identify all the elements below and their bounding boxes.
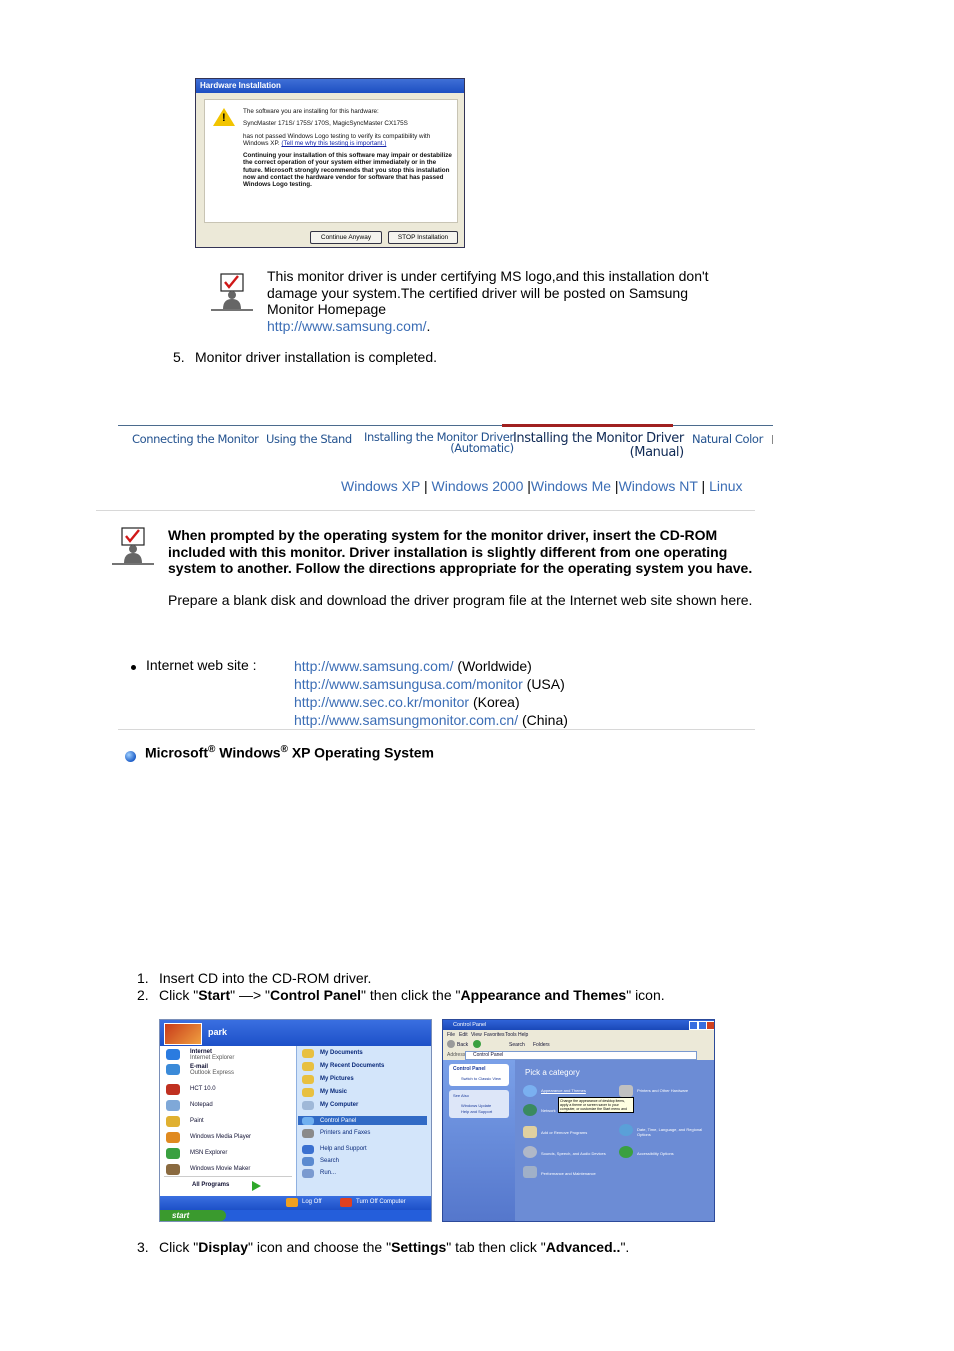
step-text bbox=[159, 987, 665, 1003]
website-item bbox=[294, 657, 568, 675]
keyword-appearance-themes: Appearance and Themes bbox=[460, 987, 627, 1003]
start-item-my-documents[interactable]: My Documents bbox=[320, 1050, 363, 1056]
os-links bbox=[341, 478, 743, 494]
power-icon bbox=[340, 1198, 352, 1207]
start-item-sub: Outlook Express bbox=[190, 1070, 235, 1076]
performance-icon[interactable] bbox=[523, 1166, 537, 1178]
website-region: (Worldwide) bbox=[453, 658, 532, 674]
step-5 bbox=[173, 349, 437, 365]
forward-icon[interactable] bbox=[473, 1040, 481, 1048]
close-icon[interactable] bbox=[706, 1021, 715, 1030]
dialog-warning-text: Continuing your installation of this software may impair or destabilize the correct operation of your system either immediately or in the future. Microsoft strongly recommends that you stop this installation now and contact the hardware vendor for software that has passed Windows Logo testing. bbox=[243, 152, 452, 189]
printers-hardware-icon[interactable] bbox=[619, 1085, 633, 1097]
start-item-internet[interactable]: Internet bbox=[190, 1049, 213, 1055]
start-item-my-computer[interactable]: My Computer bbox=[320, 1102, 359, 1108]
website-url[interactable]: http://www.samsung.com/ bbox=[294, 658, 454, 674]
control-panel-screenshot bbox=[442, 1019, 715, 1222]
printers-icon bbox=[302, 1129, 314, 1138]
start-item-all-programs[interactable]: All Programs bbox=[192, 1182, 230, 1188]
link-windows-xp[interactable]: Windows XP bbox=[341, 478, 421, 494]
tab-divider bbox=[772, 435, 773, 444]
user-name: park bbox=[208, 1027, 228, 1037]
start-item-media-player[interactable]: Windows Media Player bbox=[190, 1134, 252, 1140]
add-remove-programs-icon[interactable] bbox=[523, 1126, 537, 1138]
arrow-right-icon bbox=[252, 1181, 261, 1191]
text-part: " icon. bbox=[626, 987, 665, 1003]
tab-using-stand[interactable]: Using the Stand bbox=[266, 432, 352, 446]
link-windows-me[interactable]: Windows Me bbox=[530, 478, 612, 494]
hct-icon bbox=[166, 1084, 180, 1095]
my-pictures-icon bbox=[302, 1075, 314, 1084]
keyword-display: Display bbox=[198, 1239, 249, 1255]
start-item-my-pictures[interactable]: My Pictures bbox=[320, 1076, 354, 1082]
intro-bold: When prompted by the operating system for the monitor driver, insert the CD-ROM included with this monitor. Driver installation is slightly different from one operating system to another. Follow the directions appropriate for the operating system you have. bbox=[168, 527, 753, 577]
run-icon bbox=[302, 1169, 314, 1178]
website-item bbox=[294, 675, 568, 693]
search-icon bbox=[302, 1157, 314, 1166]
category-performance[interactable]: Performance and Maintenance bbox=[541, 1171, 596, 1176]
cp-title: Control Panel bbox=[453, 1022, 487, 1028]
cp-side-title: Control Panel bbox=[453, 1066, 486, 1072]
dialog-line1: The software you are installing for this hardware: bbox=[243, 108, 379, 115]
category-appearance-themes[interactable]: Appearance and Themes bbox=[541, 1088, 586, 1093]
category-sounds[interactable]: Sounds, Speech, and Audio Devices bbox=[541, 1151, 606, 1156]
category-network[interactable]: Network bbox=[541, 1108, 556, 1113]
menu-favorites[interactable]: Favorites bbox=[484, 1032, 505, 1038]
tab-driver-automatic[interactable] bbox=[364, 432, 514, 454]
start-item-sub: Internet Explorer bbox=[190, 1055, 235, 1061]
website-region: (Korea) bbox=[469, 694, 520, 710]
step-number: 5. bbox=[173, 349, 185, 365]
step-number: 2. bbox=[137, 987, 149, 1003]
text-part: " tab then click " bbox=[446, 1239, 546, 1255]
certification-note bbox=[267, 268, 737, 334]
website-list bbox=[294, 657, 568, 729]
website-region: (USA) bbox=[522, 676, 565, 692]
turnoff-button[interactable]: Turn Off Computer bbox=[356, 1199, 406, 1205]
media-player-icon bbox=[166, 1132, 180, 1143]
my-computer-icon bbox=[302, 1101, 314, 1110]
registered-mark: ® bbox=[280, 744, 288, 755]
category-tooltip: Change the appearance of desktop items, apply a theme or screen saver to your computer, or customize the Start menu and taskbar. bbox=[558, 1097, 634, 1113]
internet-explorer-icon bbox=[166, 1049, 180, 1060]
divider bbox=[118, 729, 755, 730]
control-panel-icon bbox=[302, 1117, 314, 1125]
minimize-icon[interactable] bbox=[689, 1021, 698, 1030]
start-item-paint[interactable]: Paint bbox=[190, 1118, 204, 1124]
msn-icon bbox=[166, 1148, 180, 1159]
control-panel-highlight bbox=[298, 1116, 427, 1125]
network-icon[interactable] bbox=[523, 1104, 537, 1116]
my-music-icon bbox=[302, 1088, 314, 1097]
start-menu-screenshot bbox=[159, 1019, 432, 1222]
dialog-body bbox=[204, 99, 458, 223]
tab-driver-manual-line2: (Manual) bbox=[629, 445, 684, 460]
text-part: " —> " bbox=[230, 987, 271, 1003]
text-part: ". bbox=[620, 1239, 630, 1255]
pick-category-heading: Pick a category bbox=[525, 1068, 580, 1077]
text-part: Click " bbox=[159, 1239, 199, 1255]
section-heading bbox=[145, 744, 434, 761]
step-number: 1. bbox=[137, 970, 149, 986]
website-item bbox=[294, 693, 568, 711]
search-button[interactable]: Search bbox=[509, 1042, 525, 1048]
start-item-my-music[interactable]: My Music bbox=[320, 1089, 348, 1095]
step-number: 3. bbox=[137, 1239, 149, 1255]
link-linux[interactable]: Linux bbox=[709, 478, 743, 494]
windows-update-link[interactable]: Windows Update bbox=[461, 1103, 492, 1108]
text-part: Click " bbox=[159, 987, 199, 1003]
user-avatar bbox=[164, 1023, 202, 1045]
link-windows-2000[interactable]: Windows 2000 bbox=[431, 478, 524, 494]
help-support-link[interactable]: Help and Support bbox=[461, 1109, 493, 1114]
keyword-start: Start bbox=[198, 987, 231, 1003]
start-item-search[interactable]: Search bbox=[320, 1158, 340, 1164]
note-check-icon bbox=[112, 526, 154, 566]
start-item-printers[interactable]: Printers and Faxes bbox=[320, 1130, 371, 1136]
dialog-title: Hardware Installation bbox=[196, 79, 464, 93]
note-text: This monitor driver is under certifying MS logo,and this installation don't damage your system.The certified driver will be posted on Samsung Monitor Homepage bbox=[267, 268, 709, 317]
step-text: Monitor driver installation is completed. bbox=[195, 349, 437, 365]
sounds-icon[interactable] bbox=[523, 1146, 537, 1158]
menu-edit[interactable]: Edit bbox=[459, 1032, 468, 1038]
section-bullet-icon bbox=[125, 751, 136, 762]
category-add-remove-programs[interactable]: Add or Remove Programs bbox=[541, 1130, 588, 1135]
folders-button[interactable]: Folders bbox=[533, 1042, 550, 1048]
heading-windows: Windows bbox=[215, 744, 281, 761]
website-url[interactable]: http://www.sec.co.kr/monitor bbox=[294, 694, 470, 710]
back-icon[interactable] bbox=[447, 1040, 455, 1048]
link-separator: | bbox=[697, 478, 710, 494]
category-printers-hardware[interactable]: Printers and Other Hardware bbox=[637, 1088, 689, 1093]
website-label: Internet web site : bbox=[146, 657, 257, 673]
dialog-line2: has not passed Windows Logo testing to verify its compatibility with Windows XP. bbox=[243, 132, 431, 147]
notepad-icon bbox=[166, 1100, 180, 1111]
start-item-run[interactable]: Run... bbox=[320, 1170, 337, 1176]
warning-icon: ! bbox=[213, 108, 235, 126]
heading-microsoft: Microsoft bbox=[145, 744, 208, 761]
start-item-hct[interactable]: HCT 10.0 bbox=[190, 1086, 216, 1092]
start-item-msn[interactable]: MSN Explorer bbox=[190, 1150, 228, 1156]
step-text: Insert CD into the CD-ROM driver. bbox=[159, 970, 372, 986]
help-icon bbox=[302, 1145, 314, 1154]
note-check-icon bbox=[211, 272, 253, 312]
text-part: " icon and choose the " bbox=[248, 1239, 392, 1255]
start-button[interactable]: start bbox=[160, 1210, 226, 1221]
text-part: " then click the " bbox=[361, 987, 461, 1003]
start-item-notepad[interactable]: Notepad bbox=[190, 1102, 213, 1108]
start-item-help[interactable]: Help and Support bbox=[320, 1146, 367, 1152]
logoff-icon bbox=[286, 1198, 298, 1207]
bullet bbox=[131, 661, 139, 669]
start-item-recent-documents[interactable]: My Recent Documents bbox=[320, 1063, 385, 1069]
start-item-movie-maker[interactable]: Windows Movie Maker bbox=[190, 1166, 251, 1172]
menu-help[interactable]: Help bbox=[518, 1032, 529, 1038]
menu-divider bbox=[164, 1176, 292, 1177]
logoff-button[interactable]: Log Off bbox=[302, 1199, 322, 1205]
link-separator: | bbox=[611, 478, 619, 494]
registered-mark: ® bbox=[208, 744, 216, 755]
address-label: Address bbox=[447, 1052, 466, 1058]
accessibility-icon[interactable] bbox=[619, 1146, 633, 1158]
menu-file[interactable]: File bbox=[447, 1032, 456, 1038]
link-separator: | bbox=[420, 478, 432, 494]
recent-documents-icon bbox=[302, 1062, 314, 1071]
samsung-link[interactable]: http://www.samsung.com/ bbox=[267, 317, 427, 334]
menu-view[interactable]: View bbox=[471, 1032, 482, 1038]
keyword-settings: Settings bbox=[391, 1239, 447, 1255]
section-nav bbox=[118, 425, 773, 466]
dialog-help-link[interactable]: (Tell me why this testing is important.) bbox=[281, 139, 387, 147]
menu-tools[interactable]: Tools bbox=[505, 1032, 517, 1038]
see-also-title: See Also bbox=[453, 1093, 469, 1098]
tab-driver-automatic-line1: Installing the Monitor Driver bbox=[364, 430, 514, 444]
appearance-themes-icon[interactable] bbox=[523, 1085, 537, 1097]
divider bbox=[96, 510, 755, 511]
step-1 bbox=[137, 970, 372, 986]
hardware-installation-dialog bbox=[195, 78, 465, 248]
address-value: Control Panel bbox=[473, 1052, 504, 1058]
website-url[interactable]: http://www.samsungusa.com/monitor bbox=[294, 676, 523, 692]
outlook-express-icon bbox=[166, 1064, 180, 1075]
tab-driver-manual[interactable] bbox=[513, 432, 684, 460]
start-item-email[interactable]: E-mail bbox=[190, 1064, 209, 1070]
keyword-advanced: Advanced.. bbox=[545, 1239, 621, 1255]
keyword-control-panel: Control Panel bbox=[270, 987, 362, 1003]
tab-driver-manual-line1: Installing the Monitor Driver bbox=[513, 431, 684, 446]
intro-text bbox=[168, 527, 753, 608]
website-url[interactable]: http://www.samsungmonitor.com.cn/ bbox=[294, 712, 519, 728]
category-accessibility[interactable]: Accessibility Options bbox=[637, 1151, 674, 1156]
stop-installation-button[interactable]: STOP Installation bbox=[388, 231, 458, 244]
website-region: (China) bbox=[518, 712, 568, 728]
continue-anyway-button[interactable]: Continue Anyway bbox=[310, 231, 382, 244]
tab-connecting-monitor[interactable]: Connecting the Monitor bbox=[132, 432, 259, 446]
website-item bbox=[294, 711, 568, 729]
tab-natural-color[interactable]: Natural Color bbox=[692, 432, 763, 446]
link-windows-nt[interactable]: Windows NT bbox=[618, 478, 698, 494]
heading-xp: XP Operating System bbox=[287, 744, 434, 761]
movie-maker-icon bbox=[166, 1164, 180, 1175]
switch-classic-view-link[interactable]: Switch to Classic View bbox=[461, 1076, 501, 1081]
link-separator: | bbox=[523, 478, 531, 494]
intro-para: Prepare a blank disk and download the driver program file at the Internet web site shown here. bbox=[168, 591, 753, 608]
category-date-time[interactable]: Date, Time, Language, and Regional Options bbox=[637, 1127, 703, 1137]
step-3 bbox=[137, 1239, 630, 1255]
back-button[interactable]: Back bbox=[457, 1042, 469, 1048]
paint-icon bbox=[166, 1116, 180, 1127]
note-suffix: . bbox=[426, 317, 431, 334]
dialog-device: SyncMaster 171S/ 175S/ 170S, MagicSyncMaster CX175S bbox=[243, 120, 408, 128]
my-documents-icon bbox=[302, 1049, 314, 1058]
step-2 bbox=[137, 987, 665, 1003]
start-item-control-panel[interactable]: Control Panel bbox=[320, 1118, 357, 1124]
tab-driver-automatic-line2: (Automatic) bbox=[450, 441, 514, 455]
date-time-icon[interactable] bbox=[619, 1124, 633, 1136]
step-text bbox=[159, 1239, 629, 1255]
